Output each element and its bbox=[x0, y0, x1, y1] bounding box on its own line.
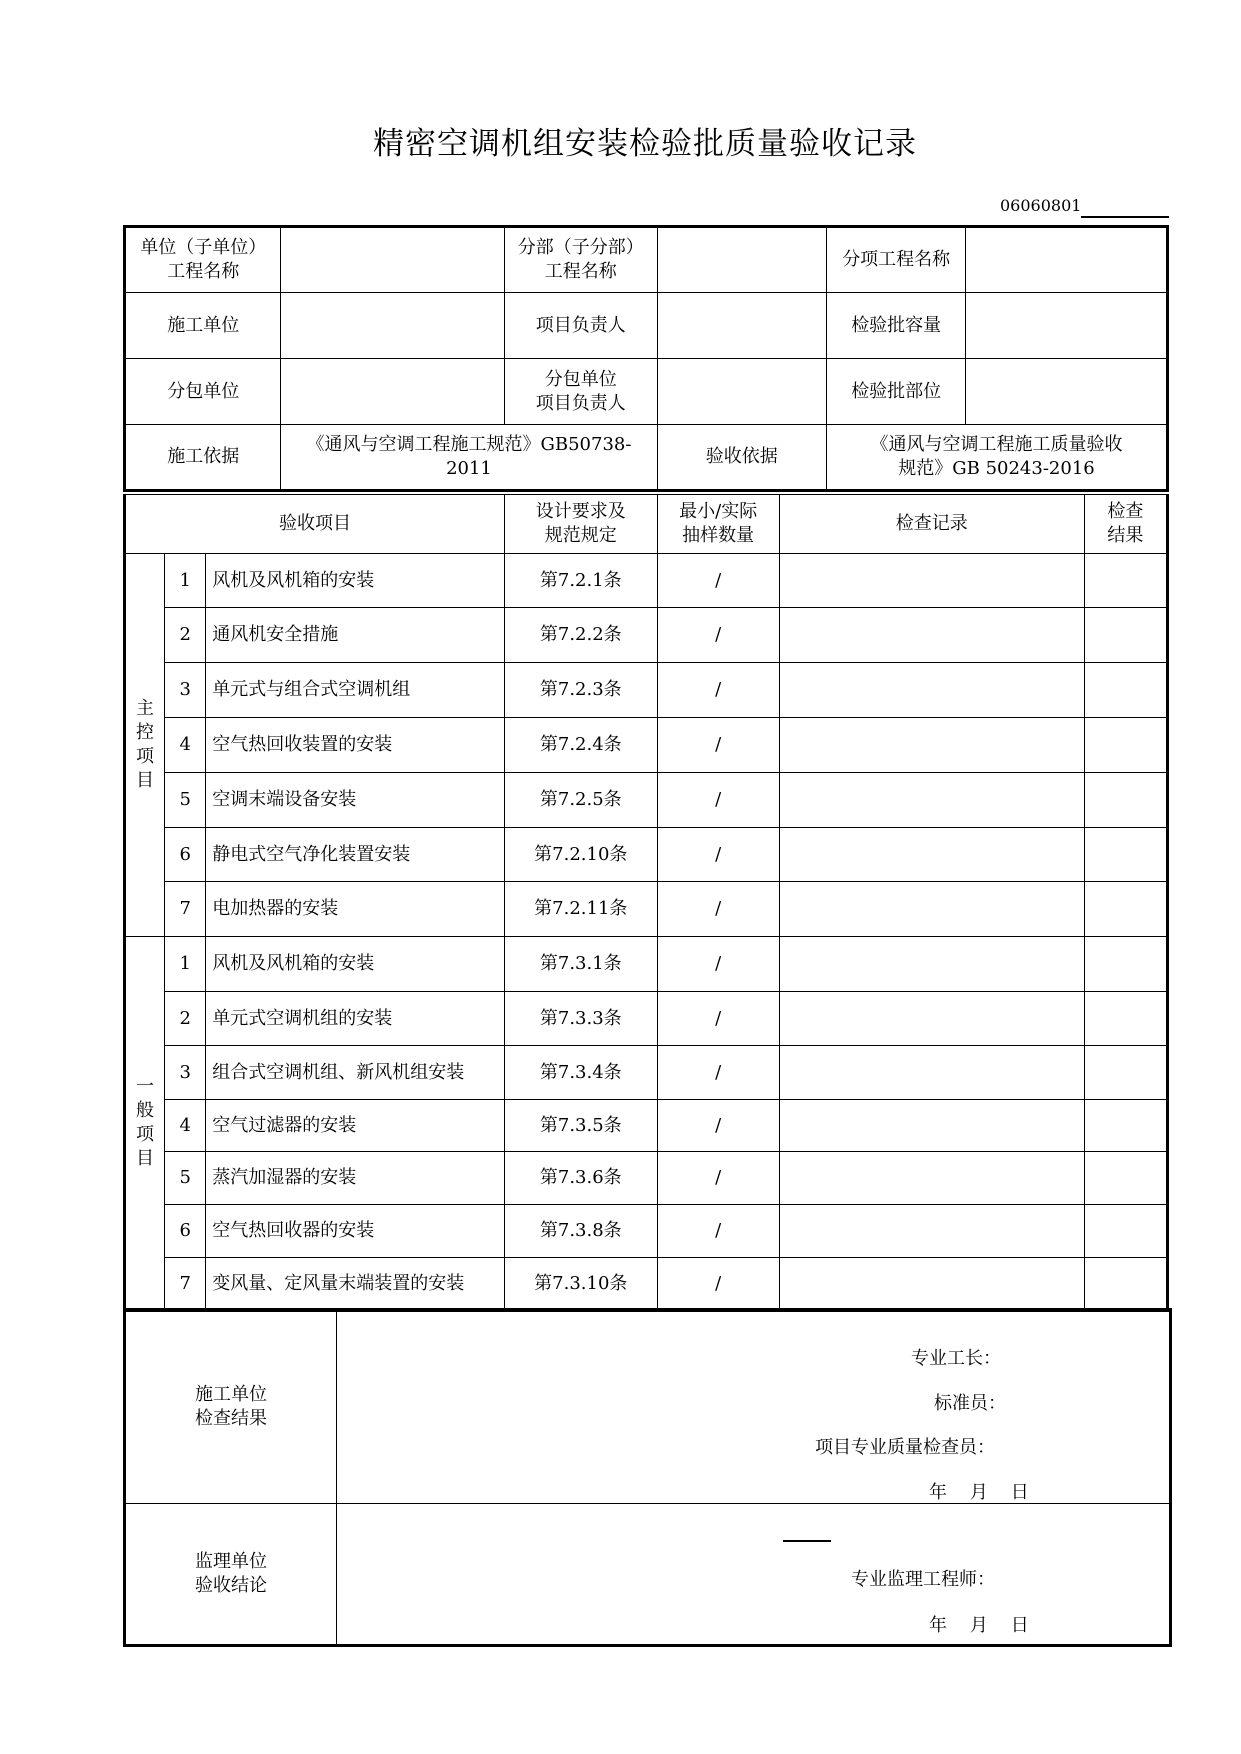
construction-check-label: 施工单位 检查结果 bbox=[125, 1310, 337, 1504]
item-name: 组合式空调机组、新风机组安装 bbox=[206, 1046, 505, 1100]
supervision-signatures[interactable] bbox=[337, 1504, 1171, 1646]
item-sample: / bbox=[657, 1258, 779, 1311]
project-info-table bbox=[123, 225, 1169, 492]
column-header-design: 设计要求及 规范规定 bbox=[505, 495, 657, 554]
constructor-field[interactable] bbox=[281, 293, 505, 359]
check-record-cell[interactable] bbox=[779, 1258, 1084, 1311]
check-record-cell[interactable] bbox=[779, 718, 1084, 773]
item-clause: 第7.2.11条 bbox=[505, 882, 657, 937]
row-number: 4 bbox=[165, 718, 206, 773]
row-number: 2 bbox=[165, 608, 206, 663]
subdivision-name-label: 分部（子分部） 工程名称 bbox=[505, 227, 657, 293]
row-number: 4 bbox=[165, 1100, 206, 1152]
item-name: 空调末端设备安装 bbox=[206, 773, 505, 828]
item-clause: 第7.2.3条 bbox=[505, 663, 657, 718]
subcontractor-label: 分包单位 bbox=[125, 359, 281, 425]
table-row bbox=[125, 608, 1168, 663]
supervision-date: 年 月 日 bbox=[929, 1615, 1029, 1636]
item-clause: 第7.3.4条 bbox=[505, 1046, 657, 1100]
item-clause: 第7.2.1条 bbox=[505, 554, 657, 608]
main-control-group-label: 主 控 项 目 bbox=[125, 554, 165, 937]
check-record-cell[interactable] bbox=[779, 992, 1084, 1046]
check-result-cell[interactable] bbox=[1084, 1046, 1167, 1100]
subcontractor-field[interactable] bbox=[281, 359, 505, 425]
subdivision-name-field[interactable] bbox=[657, 227, 826, 293]
item-clause: 第7.3.8条 bbox=[505, 1205, 657, 1258]
check-result-cell[interactable] bbox=[1084, 1258, 1167, 1311]
table-row bbox=[125, 1152, 1168, 1205]
item-clause: 第7.2.2条 bbox=[505, 608, 657, 663]
check-result-cell[interactable] bbox=[1084, 1100, 1167, 1152]
standard-person-label: 标准员： bbox=[934, 1393, 1006, 1414]
row-number: 3 bbox=[165, 663, 206, 718]
check-result-cell[interactable] bbox=[1084, 882, 1167, 937]
table-row bbox=[125, 1205, 1168, 1258]
column-header-record: 检查记录 bbox=[779, 495, 1084, 554]
check-result-cell[interactable] bbox=[1084, 773, 1167, 828]
check-result-cell[interactable] bbox=[1084, 828, 1167, 882]
item-clause: 第7.3.6条 bbox=[505, 1152, 657, 1205]
item-sample: / bbox=[657, 828, 779, 882]
sub-manager-label: 分包单位 项目负责人 bbox=[505, 359, 657, 425]
item-sample: / bbox=[657, 663, 779, 718]
column-header-sample: 最小/实际 抽样数量 bbox=[657, 495, 779, 554]
item-clause: 第7.2.10条 bbox=[505, 828, 657, 882]
table-row bbox=[125, 1100, 1168, 1152]
row-number: 7 bbox=[165, 882, 206, 937]
check-record-cell[interactable] bbox=[779, 608, 1084, 663]
item-name: 电加热器的安装 bbox=[206, 882, 505, 937]
check-result-cell[interactable] bbox=[1084, 992, 1167, 1046]
table-row bbox=[125, 828, 1168, 882]
check-result-cell[interactable] bbox=[1084, 663, 1167, 718]
item-name: 空气热回收装置的安装 bbox=[206, 718, 505, 773]
item-clause: 第7.3.3条 bbox=[505, 992, 657, 1046]
row-number: 1 bbox=[165, 937, 206, 992]
check-result-cell[interactable] bbox=[1084, 718, 1167, 773]
item-sample: / bbox=[657, 773, 779, 828]
supervising-engineer-label: 专业监理工程师： bbox=[851, 1569, 995, 1590]
table-row bbox=[125, 992, 1168, 1046]
row-number: 6 bbox=[165, 1205, 206, 1258]
row-number: 2 bbox=[165, 992, 206, 1046]
table-row bbox=[125, 663, 1168, 718]
unit-name-label: 单位（子单位） 工程名称 bbox=[125, 227, 281, 293]
constructor-label: 施工单位 bbox=[125, 293, 281, 359]
subitem-name-field[interactable] bbox=[966, 227, 1168, 293]
check-result-cell[interactable] bbox=[1084, 1152, 1167, 1205]
item-name: 变风量、定风量末端装置的安装 bbox=[206, 1258, 505, 1311]
check-result-cell[interactable] bbox=[1084, 608, 1167, 663]
table-row bbox=[125, 1046, 1168, 1100]
item-name: 蒸汽加湿器的安装 bbox=[206, 1152, 505, 1205]
construction-basis-label: 施工依据 bbox=[125, 425, 281, 491]
check-result-cell[interactable] bbox=[1084, 1205, 1167, 1258]
row-number: 6 bbox=[165, 828, 206, 882]
table-row bbox=[125, 718, 1168, 773]
column-header-result: 检查 结果 bbox=[1084, 495, 1167, 554]
project-manager-label: 项目负责人 bbox=[505, 293, 657, 359]
stamp-mark bbox=[783, 1540, 831, 1542]
item-sample: / bbox=[657, 992, 779, 1046]
check-record-cell[interactable] bbox=[779, 1046, 1084, 1100]
supervision-label: 监理单位 验收结论 bbox=[125, 1504, 337, 1646]
item-name: 通风机安全措施 bbox=[206, 608, 505, 663]
check-record-cell[interactable] bbox=[779, 828, 1084, 882]
item-name: 单元式空调机组的安装 bbox=[206, 992, 505, 1046]
item-sample: / bbox=[657, 937, 779, 992]
check-record-cell[interactable] bbox=[779, 937, 1084, 992]
item-clause: 第7.2.5条 bbox=[505, 773, 657, 828]
general-group-label: 一 般 项 目 bbox=[125, 937, 165, 1311]
item-name: 单元式与组合式空调机组 bbox=[206, 663, 505, 718]
row-number: 7 bbox=[165, 1258, 206, 1311]
construction-check-signatures[interactable] bbox=[337, 1310, 1171, 1504]
batch-location-label: 检验批部位 bbox=[827, 359, 966, 425]
item-name: 空气热回收器的安装 bbox=[206, 1205, 505, 1258]
quality-inspector-label: 项目专业质量检查员： bbox=[815, 1437, 995, 1458]
item-clause: 第7.3.10条 bbox=[505, 1258, 657, 1311]
acceptance-basis-value: 《通风与空调工程施工质量验收 规范》GB 50243-2016 bbox=[827, 425, 1168, 491]
item-sample: / bbox=[657, 608, 779, 663]
acceptance-basis-label: 验收依据 bbox=[657, 425, 826, 491]
batch-capacity-label: 检验批容量 bbox=[827, 293, 966, 359]
item-sample: / bbox=[657, 1152, 779, 1205]
item-sample: / bbox=[657, 718, 779, 773]
check-record-cell[interactable] bbox=[779, 773, 1084, 828]
item-sample: / bbox=[657, 554, 779, 608]
item-name: 风机及风机箱的安装 bbox=[206, 937, 505, 992]
foreman-label: 专业工长： bbox=[911, 1348, 1001, 1369]
check-record-cell[interactable] bbox=[779, 1152, 1084, 1205]
row-number: 5 bbox=[165, 773, 206, 828]
construction-basis-value: 《通风与空调工程施工规范》GB50738- 2011 bbox=[281, 425, 657, 491]
item-sample: / bbox=[657, 1205, 779, 1258]
unit-name-field[interactable] bbox=[281, 227, 505, 293]
table-row bbox=[125, 1258, 1168, 1311]
item-name: 静电式空气净化装置安装 bbox=[206, 828, 505, 882]
signature-table bbox=[123, 1308, 1172, 1647]
row-number: 1 bbox=[165, 554, 206, 608]
item-clause: 第7.2.4条 bbox=[505, 718, 657, 773]
item-clause: 第7.3.1条 bbox=[505, 937, 657, 992]
table-row bbox=[125, 937, 1168, 992]
item-name: 空气过滤器的安装 bbox=[206, 1100, 505, 1152]
project-manager-field[interactable] bbox=[657, 293, 826, 359]
check-result-cell[interactable] bbox=[1084, 937, 1167, 992]
row-number: 5 bbox=[165, 1152, 206, 1205]
check-record-cell[interactable] bbox=[779, 882, 1084, 937]
table-row bbox=[125, 554, 1168, 608]
construction-date: 年 月 日 bbox=[929, 1482, 1029, 1503]
item-clause: 第7.3.5条 bbox=[505, 1100, 657, 1152]
table-row bbox=[125, 773, 1168, 828]
table-row bbox=[125, 882, 1168, 937]
subitem-name-label: 分项工程名称 bbox=[827, 227, 966, 293]
inspection-items-table bbox=[123, 494, 1169, 1312]
sub-manager-field[interactable] bbox=[657, 359, 826, 425]
item-sample: / bbox=[657, 1100, 779, 1152]
item-name: 风机及风机箱的安装 bbox=[206, 554, 505, 608]
row-number: 3 bbox=[165, 1046, 206, 1100]
item-sample: / bbox=[657, 882, 779, 937]
item-sample: / bbox=[657, 1046, 779, 1100]
column-header-item: 验收项目 bbox=[125, 495, 505, 554]
batch-capacity-field[interactable] bbox=[966, 293, 1168, 359]
check-record-cell[interactable] bbox=[779, 554, 1084, 608]
check-result-cell[interactable] bbox=[1084, 554, 1167, 608]
check-record-cell[interactable] bbox=[779, 663, 1084, 718]
document-number: 06060801 bbox=[1000, 196, 1082, 215]
document-number-underline bbox=[1081, 216, 1169, 218]
batch-location-field[interactable] bbox=[966, 359, 1168, 425]
page-title: 精密空调机组安装检验批质量验收记录 bbox=[373, 126, 917, 162]
check-record-cell[interactable] bbox=[779, 1100, 1084, 1152]
check-record-cell[interactable] bbox=[779, 1205, 1084, 1258]
